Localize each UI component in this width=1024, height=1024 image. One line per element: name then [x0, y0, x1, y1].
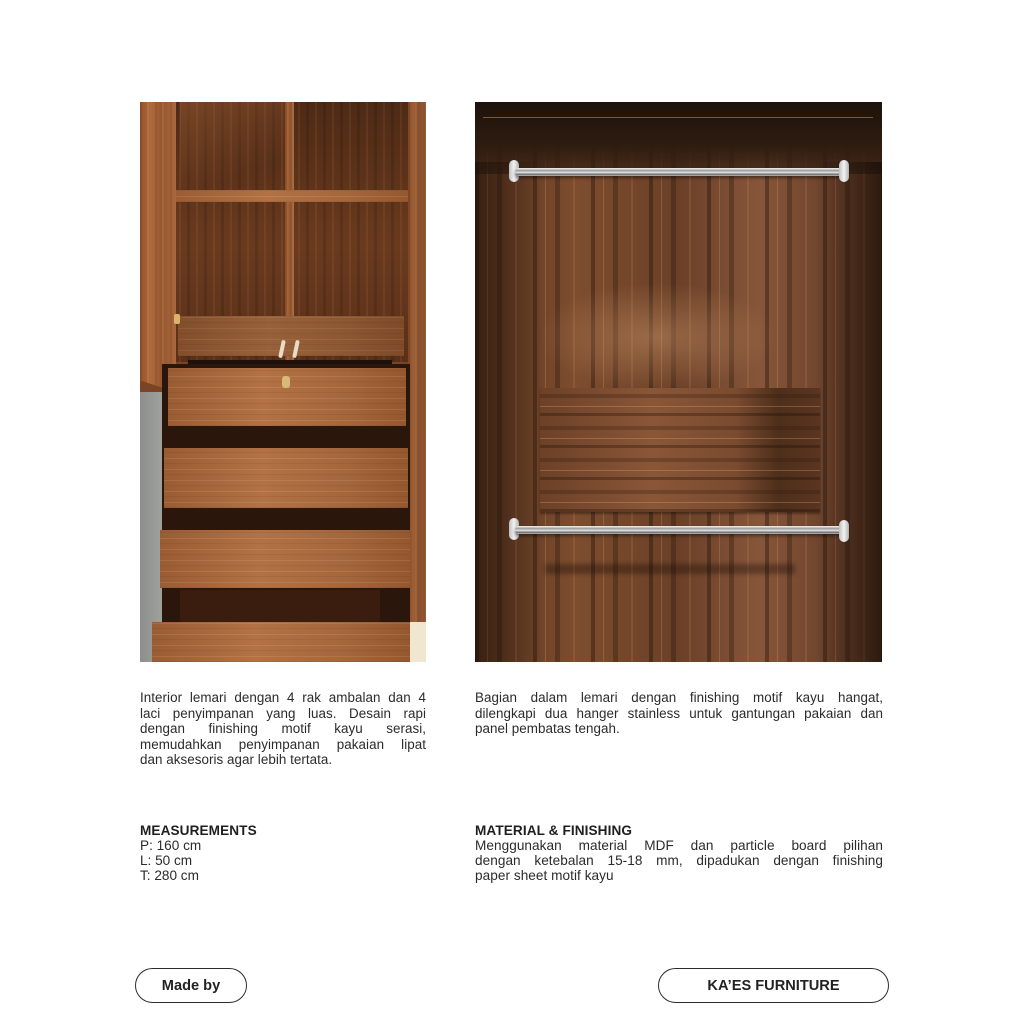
caption-line: memudahkan penyimpanan pakaian lipat: [140, 736, 426, 752]
hanging-rod-top: [515, 168, 845, 176]
divider-panel: [540, 388, 820, 512]
caption-right: [475, 690, 883, 737]
photo-wardrobe-drawers: [140, 102, 426, 662]
caption-left: [140, 690, 426, 768]
floor-highlight: [410, 622, 426, 662]
light-reflection: [180, 102, 290, 197]
caption-line: laci penyimpanan yang luas. Desain rapi: [140, 705, 426, 721]
open-door-left: [140, 102, 176, 392]
rod-shadow: [545, 564, 795, 574]
side-panel-right: [408, 102, 426, 622]
caption-line: Bagian dalam lemari dengan finishing motif kayu hangat,: [475, 690, 883, 705]
hinge-icon: [174, 314, 180, 324]
caption-line: Interior lemari dengan 4 rak ambalan dan 4: [140, 690, 426, 705]
shelf: [172, 190, 410, 202]
edge-line: [483, 117, 873, 118]
rod-bracket-icon: [839, 160, 849, 182]
measurements-section: [140, 823, 420, 884]
drawer-4: [152, 622, 410, 662]
measurements-title: MEASUREMENTS: [140, 823, 257, 838]
brand-label: KA’ES FURNITURE: [707, 977, 840, 994]
hanging-rod-bottom: [515, 526, 845, 534]
drawer-3: [160, 530, 410, 588]
caption-line: panel pembatas tengah.: [475, 721, 620, 737]
lock-icon: [282, 376, 290, 388]
shelf: [178, 316, 404, 356]
brand-badge: [658, 968, 889, 1003]
measurement-height: T: 280 cm: [140, 868, 199, 884]
side-shadow-right: [815, 162, 882, 662]
material-title: MATERIAL & FINISHING: [475, 823, 633, 838]
material-line: dengan ketebalan 15-18 mm, dipadukan dengan finishing: [475, 853, 883, 869]
material-section: [475, 823, 883, 884]
caption-line: dan aksesoris agar lebih tertata.: [140, 752, 333, 768]
made-by-badge: [135, 968, 247, 1003]
drawer-2: [164, 448, 408, 508]
caption-line: dilengkapi dua hanger stainless untuk gantungan pakaian dan: [475, 705, 883, 721]
light-pool: [537, 282, 777, 392]
material-line: paper sheet motif kayu: [475, 868, 614, 884]
caption-line: dengan finishing motif kayu serasi,: [140, 721, 426, 737]
material-line: Menggunakan material MDF dan particle board pilihan: [475, 838, 883, 853]
measurement-width: L: 50 cm: [140, 853, 193, 869]
rod-bracket-icon: [839, 520, 849, 542]
drawer-4-inside: [180, 590, 380, 624]
side-shadow-left: [475, 162, 545, 662]
photo-wardrobe-hanging: [475, 102, 882, 662]
made-by-label: Made by: [161, 977, 221, 994]
measurement-length: P: 160 cm: [140, 838, 202, 853]
